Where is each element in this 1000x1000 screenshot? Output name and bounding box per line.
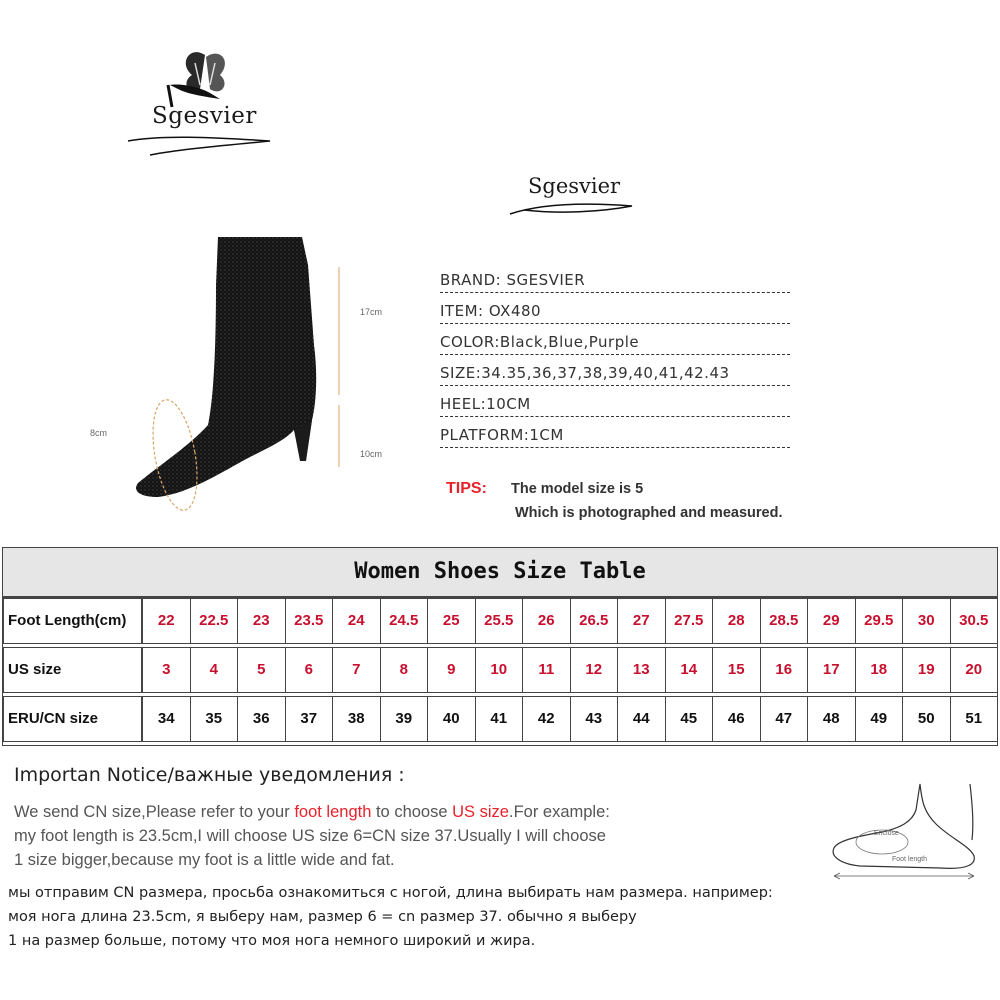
size-table-cell: 14: [665, 647, 714, 693]
size-table-cell: 28: [712, 598, 761, 644]
notice-ru-line-3: 1 на размер больше, потому что моя нога немного широкий и жира.: [8, 933, 536, 949]
size-table-cell: 15: [712, 647, 761, 693]
size-table-title-bar: [3, 548, 997, 598]
size-table-cell: 40: [427, 696, 476, 742]
spec-size: SIZE:34.35,36,37,38,39,40,41,42.43: [440, 364, 730, 382]
notice-en-line-3: 1 size bigger,because my foot is a little wide and fat.: [14, 851, 395, 869]
size-table-cell: 17: [807, 647, 856, 693]
size-table-cell: 50: [902, 696, 951, 742]
notice-text: .For example:: [508, 803, 610, 821]
notice-text: We send CN size,Please refer to your: [14, 803, 295, 821]
size-table-cell: 26: [522, 598, 571, 644]
size-table-cell: 28.5: [760, 598, 809, 644]
notice-ru-line-2: моя нога длина 23.5cm, я выберу нам, размер 6 = cn размер 37. обычно я выберу: [8, 909, 637, 925]
size-table-cell: 48: [807, 696, 856, 742]
brand-wordmark-small: Sgesvier: [528, 174, 621, 198]
spec-platform: PLATFORM:1CM: [440, 426, 564, 444]
size-table-cell: 42: [522, 696, 571, 742]
size-table-cell: 22: [142, 598, 191, 644]
size-table-cell: 36: [237, 696, 286, 742]
size-table-cell: 22.5: [190, 598, 239, 644]
size-table-cell: 18: [855, 647, 904, 693]
row-header-label: ERU/CN size: [8, 710, 99, 727]
size-table-row: [3, 598, 997, 646]
size-table-cell: 5: [237, 647, 286, 693]
spec-divider: [440, 447, 790, 448]
product-image: [80, 225, 410, 525]
notice-title: Importan Notice/важные уведомления :: [14, 764, 405, 786]
size-table-title: Women Shoes Size Table: [354, 559, 646, 584]
spec-item: ITEM: OX480: [440, 302, 542, 320]
size-table-cell: 4: [190, 647, 239, 693]
row-header-label: US size: [8, 661, 62, 678]
size-table: [2, 547, 998, 746]
size-table-cell: 11: [522, 647, 571, 693]
size-table-row-header: [3, 598, 142, 644]
size-table-cell: 24.5: [380, 598, 429, 644]
size-table-cell: 10: [475, 647, 524, 693]
size-table-cell: 8: [380, 647, 429, 693]
size-table-cell: 27: [617, 598, 666, 644]
size-table-cell: 45: [665, 696, 714, 742]
size-table-cell: 27.5: [665, 598, 714, 644]
heel-height-label: 10cm: [360, 449, 383, 459]
spec-divider: [440, 292, 790, 293]
size-table-cell: 30: [902, 598, 951, 644]
enclose-label: Enclose: [874, 830, 899, 837]
spec-color: COLOR:Black,Blue,Purple: [440, 333, 640, 351]
size-table-cell: 43: [570, 696, 619, 742]
foot-measure-illustration: [820, 782, 990, 882]
foot-measure-icon: [820, 782, 990, 882]
size-table-cell: 44: [617, 696, 666, 742]
ankle-boot-image: [80, 225, 410, 525]
size-table-cell: 25: [427, 598, 476, 644]
spec-brand: BRAND: SGESVIER: [440, 271, 586, 289]
size-table-cell: 37: [285, 696, 334, 742]
spec-divider: [440, 323, 790, 324]
size-table-cell: 26.5: [570, 598, 619, 644]
brand-logo-small: [500, 170, 640, 230]
size-table-cell: 20: [950, 647, 999, 693]
size-table-cell: 13: [617, 647, 666, 693]
foot-length-label: Foot length: [892, 856, 928, 863]
size-table-cell: 23: [237, 598, 286, 644]
size-table-cell: 23.5: [285, 598, 334, 644]
size-table-cell: 34: [142, 696, 191, 742]
spec-divider: [440, 416, 790, 417]
size-table-cell: 25.5: [475, 598, 524, 644]
size-table-cell: 46: [712, 696, 761, 742]
foot-length-highlight: foot length: [294, 803, 372, 821]
size-table-cell: 3: [142, 647, 191, 693]
size-table-row-header: [3, 647, 142, 693]
size-table-cell: 16: [760, 647, 809, 693]
size-table-cell: 9: [427, 647, 476, 693]
size-table-cell: 29.5: [855, 598, 904, 644]
size-table-cell: 47: [760, 696, 809, 742]
size-table-row: [3, 696, 997, 744]
notice-text: to choose: [371, 803, 453, 821]
brand-logo: [120, 45, 290, 165]
size-table-cell: 38: [332, 696, 381, 742]
notice-en-line-2: my foot length is 23.5cm,I will choose US size 6=CN size 37.Usually I will choose: [14, 827, 606, 845]
spec-divider: [440, 354, 790, 355]
notice-en-line-1: [14, 803, 610, 822]
us-size-highlight: US size: [452, 803, 509, 821]
size-table-cell: 19: [902, 647, 951, 693]
size-table-cell: 39: [380, 696, 429, 742]
size-table-row-header: [3, 696, 142, 742]
notice-ru-line-1: мы отправим CN размера, просьба ознакомиться с ногой, длина выбирать нам размера. например:: [8, 885, 773, 901]
size-table-cell: 49: [855, 696, 904, 742]
tips-label: TIPS:: [446, 480, 487, 497]
size-table-row: [3, 647, 997, 695]
size-table-cell: 35: [190, 696, 239, 742]
toe-width-label: 8cm: [90, 428, 108, 438]
brand-wordmark: Sgesvier: [152, 103, 257, 129]
shaft-height-label: 17cm: [360, 307, 383, 317]
tips-line-1: The model size is 5: [511, 481, 644, 497]
size-table-cell: 6: [285, 647, 334, 693]
size-table-cell: 30.5: [950, 598, 999, 644]
spec-divider: [440, 385, 790, 386]
size-table-cell: 51: [950, 696, 999, 742]
size-table-cell: 24: [332, 598, 381, 644]
row-header-label: Foot Length(cm): [8, 612, 127, 629]
spec-heel: HEEL:10CM: [440, 395, 531, 413]
size-table-cell: 12: [570, 647, 619, 693]
size-table-cell: 7: [332, 647, 381, 693]
tips-line-2: Which is photographed and measured.: [515, 505, 783, 521]
size-table-cell: 29: [807, 598, 856, 644]
size-table-cell: 41: [475, 696, 524, 742]
